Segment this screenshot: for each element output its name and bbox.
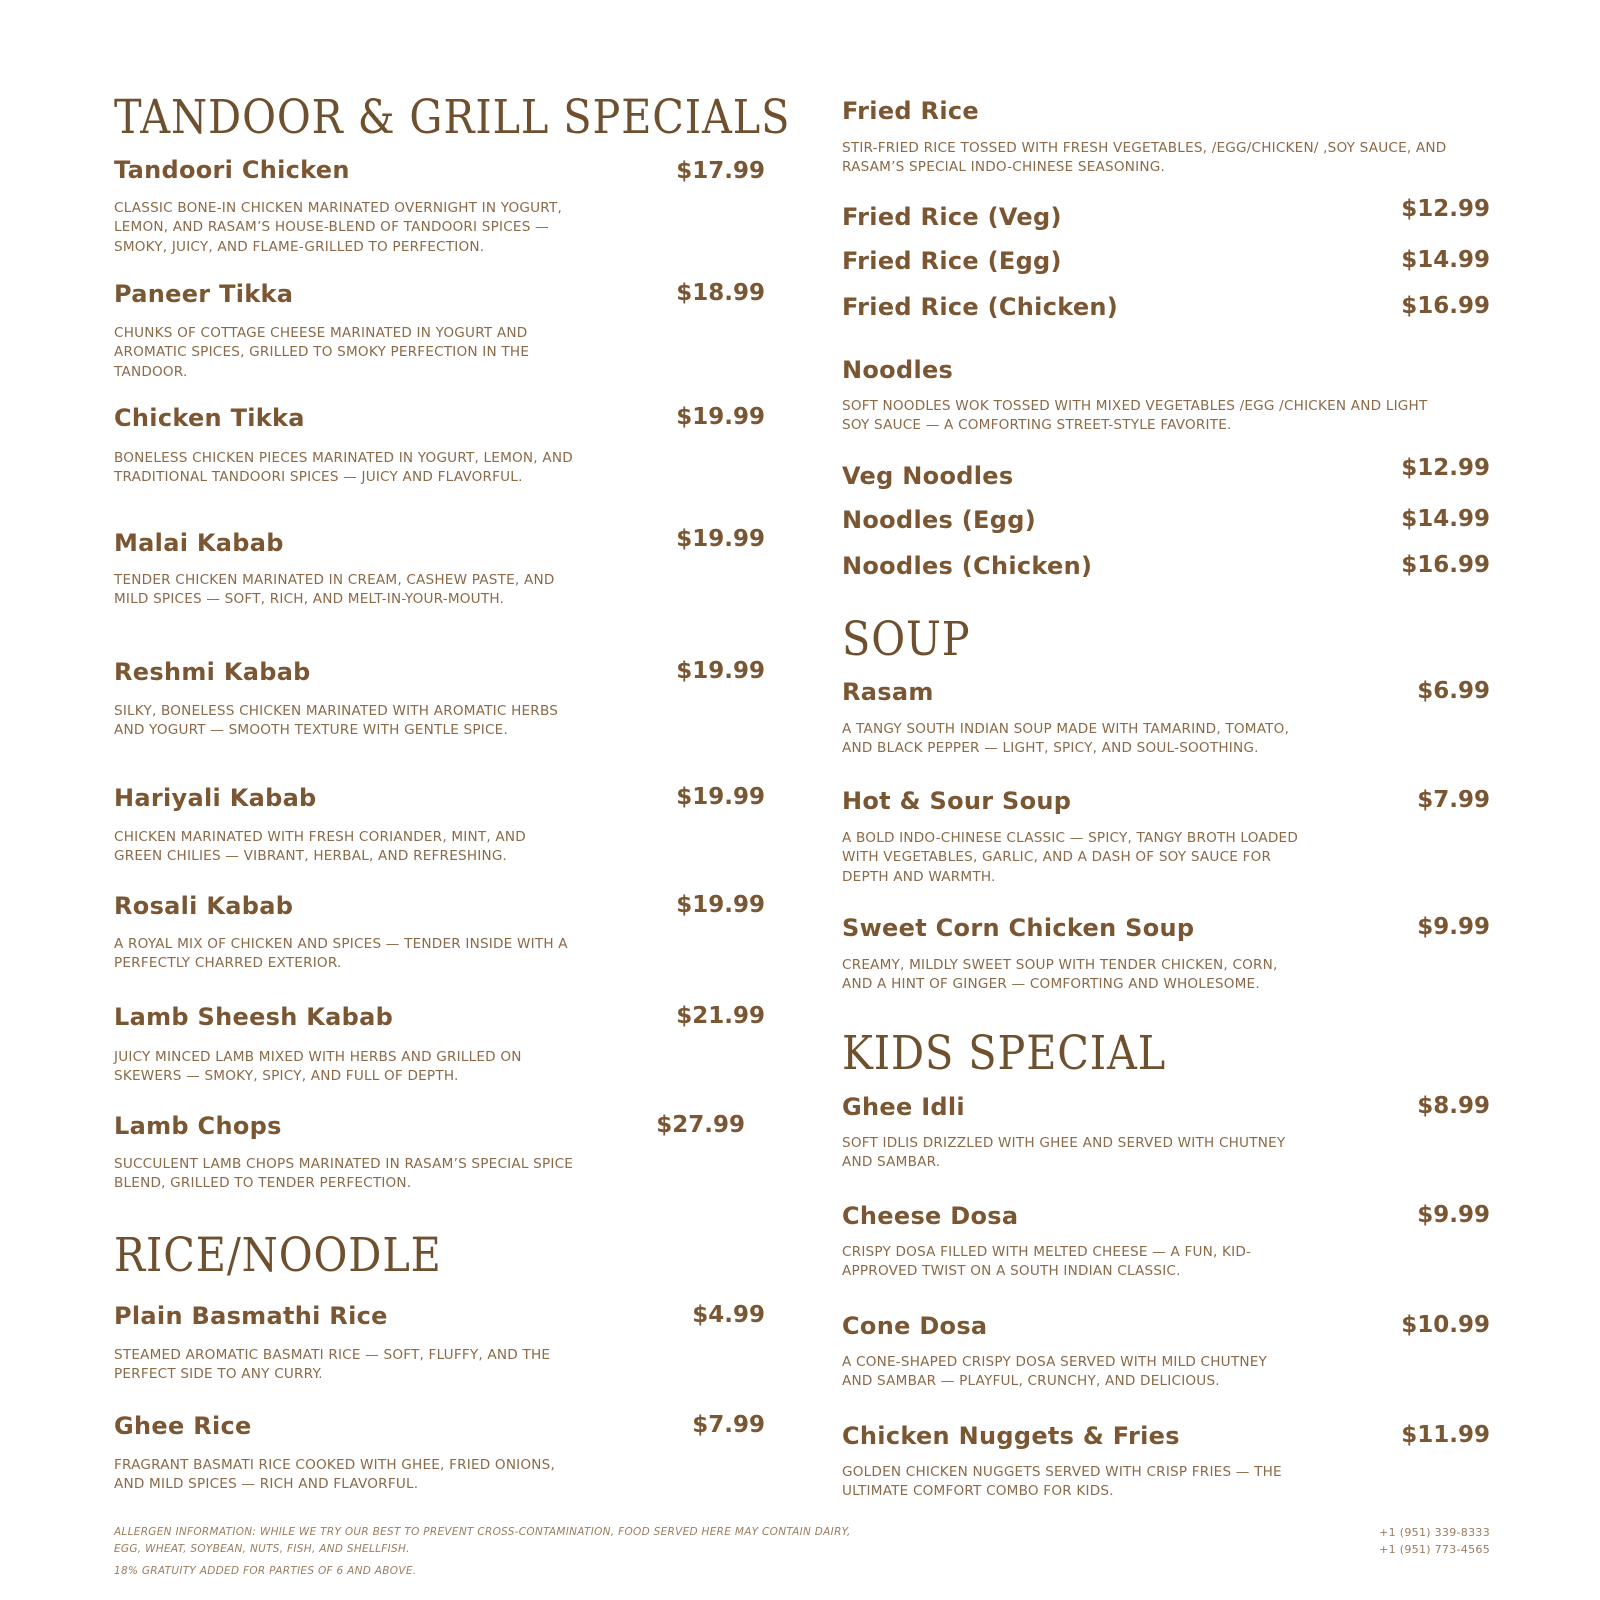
item-description: SUCCULENT LAMB CHOPS MARINATED IN RASAM’S SPECIAL SPICE BLEND, GRILLED TO TENDER PERFECTION. bbox=[114, 1156, 574, 1192]
item-price: $4.99 bbox=[692, 1302, 765, 1328]
item-name: Rasam bbox=[842, 678, 934, 706]
item-name: Paneer Tikka bbox=[114, 280, 294, 308]
gratuity-note: 18% GRATUITY ADDED FOR PARTIES OF 6 AND ABOVE. bbox=[114, 1565, 417, 1577]
section-title-rice-noodle: RICE/NOODLE bbox=[114, 1228, 442, 1283]
item-price: $19.99 bbox=[676, 526, 765, 552]
item-price: $17.99 bbox=[676, 158, 765, 184]
item-name: Sweet Corn Chicken Soup bbox=[842, 914, 1195, 942]
item-description: SILKY, BONELESS CHICKEN MARINATED WITH AROMATIC HERBS AND YOGURT — SMOOTH TEXTURE WITH GENTLE SPICE. bbox=[114, 703, 559, 739]
phone-numbers bbox=[1379, 1524, 1490, 1558]
item-price: $18.99 bbox=[676, 280, 765, 306]
item-description: CLASSIC BONE-IN CHICKEN MARINATED OVERNIGHT IN YOGURT, LEMON, AND RASAM’S HOUSE-BLEND OF TANDOORI SPICES — SMOKY, JUICY, AND FLAME-GRILLED TO PERFECTION. bbox=[114, 200, 562, 255]
item-name: Cone Dosa bbox=[842, 1312, 988, 1340]
item-name: Reshmi Kabab bbox=[114, 658, 311, 686]
item-name: Cheese Dosa bbox=[842, 1202, 1019, 1230]
section-title-soup: SOUP bbox=[842, 612, 971, 667]
item-price: $19.99 bbox=[676, 784, 765, 810]
item-name: Malai Kabab bbox=[114, 529, 284, 557]
section-title-tandoor: TANDOOR & GRILL SPECIALS bbox=[114, 90, 791, 145]
item-name: Rosali Kabab bbox=[114, 892, 294, 920]
phone-1: +1 (951) 339-8333 bbox=[1379, 1526, 1490, 1539]
allergen-line-2: EGG, WHEAT, SOYBEAN, NUTS, FISH, AND SHELLFISH. bbox=[114, 1543, 410, 1555]
item-price: $9.99 bbox=[1417, 1202, 1490, 1228]
item-price: $19.99 bbox=[676, 404, 765, 430]
item-description: BONELESS CHICKEN PIECES MARINATED IN YOGURT, LEMON, AND TRADITIONAL TANDOORI SPICES — JUICY AND FLAVORFUL. bbox=[114, 450, 573, 486]
variant-price: $14.99 bbox=[1401, 506, 1490, 532]
variant-name: Veg Noodles bbox=[842, 462, 1014, 490]
variant-price: $14.99 bbox=[1401, 247, 1490, 273]
item-description: SOFT IDLIS DRIZZLED WITH GHEE AND SERVED WITH CHUTNEY AND SAMBAR. bbox=[842, 1135, 1286, 1171]
item-name: Tandoori Chicken bbox=[114, 156, 350, 184]
item-price: $7.99 bbox=[692, 1412, 765, 1438]
item-description: A TANGY SOUTH INDIAN SOUP MADE WITH TAMARIND, TOMATO, AND BLACK PEPPER — LIGHT, SPICY, AND SOUL-SOOTHING. bbox=[842, 721, 1290, 757]
item-price: $7.99 bbox=[1417, 787, 1490, 813]
allergen-line-1: ALLERGEN INFORMATION: WHILE WE TRY OUR BEST TO PREVENT CROSS-CONTAMINATION, FOOD SERVED HERE MAY CONTAIN DAIRY, bbox=[114, 1526, 851, 1538]
variant-price: $12.99 bbox=[1401, 196, 1490, 222]
item-price: $19.99 bbox=[676, 892, 765, 918]
item-description: CRISPY DOSA FILLED WITH MELTED CHEESE — A FUN, KID-APPROVED TWIST ON A SOUTH INDIAN CLASSIC. bbox=[842, 1244, 1252, 1280]
variant-name: Fried Rice (Veg) bbox=[842, 203, 1062, 231]
variant-price: $16.99 bbox=[1401, 293, 1490, 319]
item-description: TENDER CHICKEN MARINATED IN CREAM, CASHEW PASTE, AND MILD SPICES — SOFT, RICH, AND MELT-IN-YOUR-MOUTH. bbox=[114, 572, 555, 608]
item-price: $9.99 bbox=[1417, 914, 1490, 940]
phone-2: +1 (951) 773-4565 bbox=[1379, 1543, 1490, 1556]
item-price: $27.99 bbox=[656, 1112, 745, 1138]
group-name: Noodles bbox=[842, 356, 954, 384]
item-description: A CONE-SHAPED CRISPY DOSA SERVED WITH MILD CHUTNEY AND SAMBAR — PLAYFUL, CRUNCHY, AND DELICIOUS. bbox=[842, 1354, 1267, 1390]
item-name: Hariyali Kabab bbox=[114, 784, 317, 812]
item-description: CHUNKS OF COTTAGE CHEESE MARINATED IN YOGURT AND AROMATIC SPICES, GRILLED TO SMOKY PERFECTION IN THE TANDOOR. bbox=[114, 325, 530, 380]
item-price: $21.99 bbox=[676, 1003, 765, 1029]
variant-name: Noodles (Egg) bbox=[842, 506, 1036, 534]
item-name: Chicken Nuggets & Fries bbox=[842, 1422, 1180, 1450]
item-description: STEAMED AROMATIC BASMATI RICE — SOFT, FLUFFY, AND THE PERFECT SIDE TO ANY CURRY. bbox=[114, 1347, 551, 1383]
item-description: CREAMY, MILDLY SWEET SOUP WITH TENDER CHICKEN, CORN, AND A HINT OF GINGER — COMFORTING AND WHOLESOME. bbox=[842, 957, 1278, 993]
item-price: $19.99 bbox=[676, 658, 765, 684]
item-price: $8.99 bbox=[1417, 1093, 1490, 1119]
item-price: $11.99 bbox=[1401, 1422, 1490, 1448]
item-name: Ghee Rice bbox=[114, 1412, 252, 1440]
item-description: A BOLD INDO-CHINESE CLASSIC — SPICY, TANGY BROTH LOADED WITH VEGETABLES, GARLIC, AND A DASH OF SOY SAUCE FOR DEPTH AND WARMTH. bbox=[842, 830, 1299, 885]
item-name: Plain Basmathi Rice bbox=[114, 1302, 388, 1330]
group-description: STIR-FRIED RICE TOSSED WITH FRESH VEGETABLES, /EGG/CHICKEN/ ,SOY SAUCE, AND RASAM’S SPECIAL INDO-CHINESE SEASONING. bbox=[842, 140, 1447, 176]
item-description: GOLDEN CHICKEN NUGGETS SERVED WITH CRISP FRIES — THE ULTIMATE COMFORT COMBO FOR KIDS. bbox=[842, 1464, 1282, 1500]
variant-price: $12.99 bbox=[1401, 455, 1490, 481]
group-description: SOFT NOODLES WOK TOSSED WITH MIXED VEGETABLES /EGG /CHICKEN AND LIGHT SOY SAUCE — A COMFORTING STREET-STYLE FAVORITE. bbox=[842, 398, 1428, 434]
item-description: JUICY MINCED LAMB MIXED WITH HERBS AND GRILLED ON SKEWERS — SMOKY, SPICY, AND FULL OF DEPTH. bbox=[114, 1049, 522, 1085]
item-description: A ROYAL MIX OF CHICKEN AND SPICES — TENDER INSIDE WITH A PERFECTLY CHARRED EXTERIOR. bbox=[114, 936, 568, 972]
item-name: Ghee Idli bbox=[842, 1093, 965, 1121]
variant-name: Fried Rice (Egg) bbox=[842, 247, 1062, 275]
item-description: CHICKEN MARINATED WITH FRESH CORIANDER, MINT, AND GREEN CHILIES — VIBRANT, HERBAL, AND REFRESHING. bbox=[114, 829, 526, 865]
item-name: Hot & Sour Soup bbox=[842, 787, 1072, 815]
section-title-kids: KIDS SPECIAL bbox=[842, 1026, 1167, 1081]
variant-name: Noodles (Chicken) bbox=[842, 552, 1093, 580]
group-name: Fried Rice bbox=[842, 97, 979, 125]
item-price: $10.99 bbox=[1401, 1312, 1490, 1338]
item-description: FRAGRANT BASMATI RICE COOKED WITH GHEE, FRIED ONIONS, AND MILD SPICES — RICH AND FLAVORFUL. bbox=[114, 1457, 556, 1493]
item-price: $6.99 bbox=[1417, 678, 1490, 704]
variant-name: Fried Rice (Chicken) bbox=[842, 293, 1119, 321]
allergen-info bbox=[114, 1524, 1014, 1558]
variant-price: $16.99 bbox=[1401, 552, 1490, 578]
item-name: Lamb Sheesh Kabab bbox=[114, 1003, 394, 1031]
item-name: Lamb Chops bbox=[114, 1112, 282, 1140]
item-name: Chicken Tikka bbox=[114, 404, 305, 432]
